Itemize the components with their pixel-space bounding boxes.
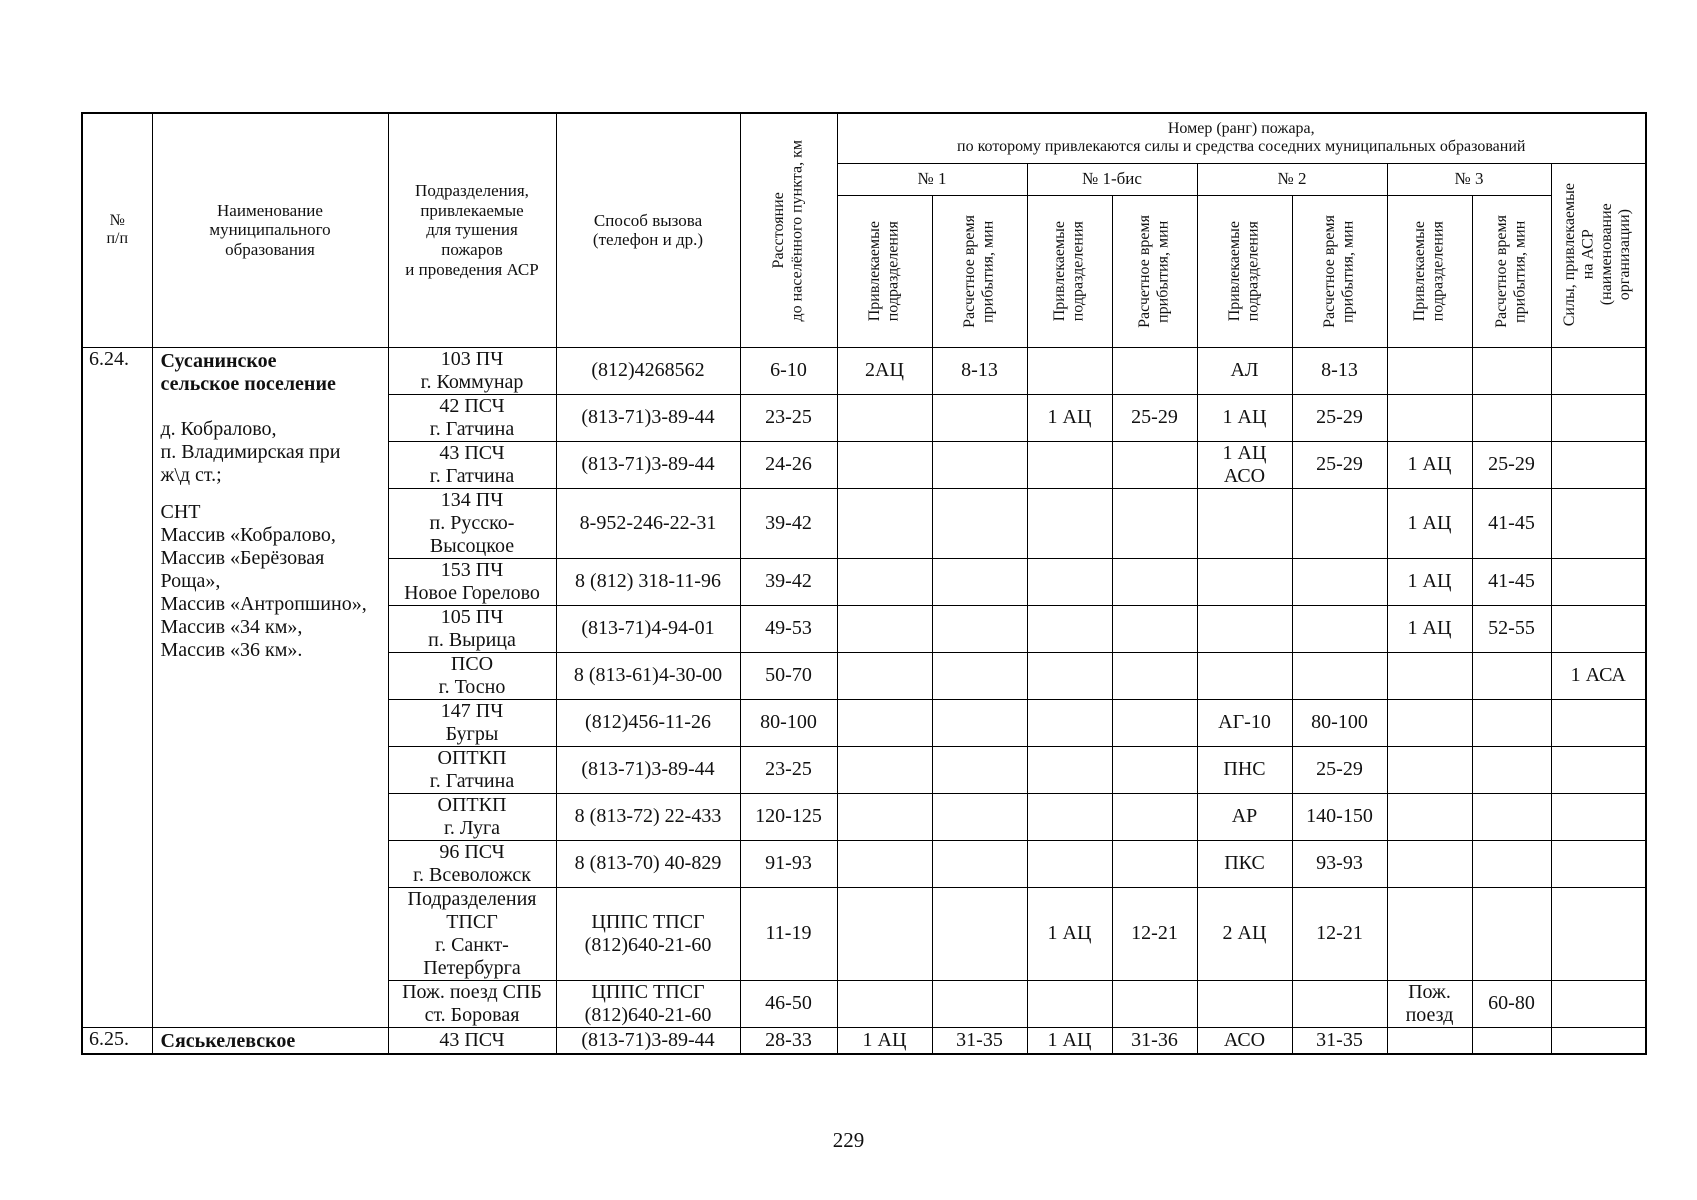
rank1-units-cell: [837, 980, 932, 1027]
asr-cell: [1551, 887, 1646, 980]
rank1-units-cell: [837, 746, 932, 793]
section-number: 6.25.: [82, 1027, 152, 1054]
unit-cell: 96 ПСЧ г. Всеволожск: [388, 840, 556, 887]
distance-cell: 6-10: [740, 347, 837, 394]
asr-cell: [1551, 699, 1646, 746]
rank2-time-cell: 25-29: [1292, 441, 1387, 488]
rank1bis-units-cell: [1027, 840, 1112, 887]
asr-cell: [1551, 840, 1646, 887]
rank1-time-cell: [932, 793, 1027, 840]
asr-cell: [1551, 746, 1646, 793]
rank1bis-time-cell: [1112, 840, 1197, 887]
rank3-time-cell: 52-55: [1472, 605, 1551, 652]
unit-cell: Пож. поезд СПБ ст. Боровая: [388, 980, 556, 1027]
municipality-name: [152, 347, 388, 1027]
rank1bis-units-cell: 1 АЦ: [1027, 887, 1112, 980]
locality-line: п. Владимирская при: [160, 440, 341, 463]
rank2-units-cell: АР: [1197, 793, 1292, 840]
rank1-units-cell: [837, 394, 932, 441]
asr-cell: [1551, 441, 1646, 488]
rank1bis-units-cell: [1027, 746, 1112, 793]
header-rank2-attracted: Привлекаемые подразделения: [1197, 195, 1292, 347]
rank2-units-cell: 1 АЦ: [1197, 394, 1292, 441]
rank3-time-cell: 25-29: [1472, 441, 1551, 488]
rank2-units-cell: АСО: [1197, 1027, 1292, 1054]
rank1-time-cell: [932, 605, 1027, 652]
rank1bis-time-cell: 31-36: [1112, 1027, 1197, 1054]
rank1-units-cell: [837, 699, 932, 746]
call-cell: (813-71)3-89-44: [556, 394, 740, 441]
rank3-time-cell: [1472, 1027, 1551, 1054]
rank2-units-cell: [1197, 605, 1292, 652]
rank3-time-cell: [1472, 746, 1551, 793]
unit-cell: ОПТКП г. Луга: [388, 793, 556, 840]
rank3-time-cell: [1472, 652, 1551, 699]
rank2-units-cell: АГ-10: [1197, 699, 1292, 746]
header-rank-1: № 1: [837, 163, 1027, 195]
rank1-time-cell: [932, 980, 1027, 1027]
municipality-name: [152, 1027, 388, 1054]
distance-cell: 28-33: [740, 1027, 837, 1054]
rank2-time-cell: 140-150: [1292, 793, 1387, 840]
rank3-units-cell: [1387, 746, 1472, 793]
call-cell: ЦППС ТПСГ (812)640-21-60: [556, 887, 740, 980]
distance-cell: 80-100: [740, 699, 837, 746]
rank2-units-cell: 2 АЦ: [1197, 887, 1292, 980]
page-number: 229: [832, 1128, 865, 1152]
rank1bis-units-cell: [1027, 652, 1112, 699]
distance-cell: 49-53: [740, 605, 837, 652]
header-rank2-time: Расчетное время прибытия, мин: [1292, 195, 1387, 347]
rank1bis-time-cell: [1112, 488, 1197, 558]
rank1bis-time-cell: [1112, 441, 1197, 488]
unit-cell: 105 ПЧ п. Вырица: [388, 605, 556, 652]
call-cell: ЦППС ТПСГ (812)640-21-60: [556, 980, 740, 1027]
rank2-units-cell: [1197, 558, 1292, 605]
distance-cell: 11-19: [740, 887, 837, 980]
rank2-time-cell: 31-35: [1292, 1027, 1387, 1054]
rank3-units-cell: Пож. поезд: [1387, 980, 1472, 1027]
unit-cell: 103 ПЧ г. Коммунар: [388, 347, 556, 394]
rank1bis-time-cell: [1112, 699, 1197, 746]
header-rank3-attracted: Привлекаемые подразделения: [1387, 195, 1472, 347]
rank2-time-cell: 25-29: [1292, 394, 1387, 441]
rank1-time-cell: [932, 441, 1027, 488]
distance-cell: 23-25: [740, 394, 837, 441]
rank3-units-cell: 1 АЦ: [1387, 441, 1472, 488]
unit-cell: ПСО г. Тосно: [388, 652, 556, 699]
rank2-time-cell: 80-100: [1292, 699, 1387, 746]
rank3-time-cell: [1472, 793, 1551, 840]
table-row: [82, 347, 1646, 394]
rank1bis-units-cell: [1027, 793, 1112, 840]
rank1-time-cell: [932, 840, 1027, 887]
call-cell: (813-71)3-89-44: [556, 746, 740, 793]
call-cell: (813-71)3-89-44: [556, 441, 740, 488]
call-cell: 8 (812) 318-11-96: [556, 558, 740, 605]
rank3-units-cell: [1387, 793, 1472, 840]
header-rank1bis-time: Расчетное время прибытия, мин: [1112, 195, 1197, 347]
rank3-units-cell: [1387, 347, 1472, 394]
rank3-time-cell: 41-45: [1472, 558, 1551, 605]
rank1-time-cell: 8-13: [932, 347, 1027, 394]
locality-line: Массив «Антропшино»,: [160, 592, 367, 615]
call-cell: 8 (813-72) 22-433: [556, 793, 740, 840]
rank1bis-time-cell: 25-29: [1112, 394, 1197, 441]
unit-cell: 42 ПСЧ г. Гатчина: [388, 394, 556, 441]
header-name: Наименование муниципального образования: [152, 113, 388, 347]
rank1-units-cell: [837, 558, 932, 605]
header-units: Подразделения, привлекаемые для тушения пожаров и проведения АСР: [388, 113, 556, 347]
unit-cell: 153 ПЧ Новое Горелово: [388, 558, 556, 605]
header-num: № п/п: [82, 113, 152, 347]
locality-line: Массив «36 км».: [160, 638, 303, 661]
header-distance: Расстояние до населённого пункта, км: [740, 113, 837, 347]
distance-cell: 46-50: [740, 980, 837, 1027]
rank3-time-cell: [1472, 347, 1551, 394]
rank2-units-cell: ПНС: [1197, 746, 1292, 793]
asr-cell: [1551, 488, 1646, 558]
section-number: 6.24.: [82, 347, 152, 1027]
unit-cell: 134 ПЧ п. Русско- Высоцкое: [388, 488, 556, 558]
locality-line: Массив «34 км»,: [160, 615, 303, 638]
distance-cell: 23-25: [740, 746, 837, 793]
rank1-units-cell: 2АЦ: [837, 347, 932, 394]
rank3-time-cell: 60-80: [1472, 980, 1551, 1027]
rank1-units-cell: [837, 488, 932, 558]
header-rank1-attracted: Привлекаемые подразделения: [837, 195, 932, 347]
rank2-time-cell: [1292, 558, 1387, 605]
rank1-units-cell: [837, 887, 932, 980]
rank3-units-cell: 1 АЦ: [1387, 558, 1472, 605]
rank2-units-cell: 1 АЦ АСО: [1197, 441, 1292, 488]
call-cell: (812)456-11-26: [556, 699, 740, 746]
header-rank-title: Номер (ранг) пожара, по которому привлекаются силы и средства соседних муниципальных образований: [837, 113, 1646, 163]
rank1-time-cell: [932, 488, 1027, 558]
unit-cell: 147 ПЧ Бугры: [388, 699, 556, 746]
rank1-time-cell: 31-35: [932, 1027, 1027, 1054]
table-row: [82, 1027, 1646, 1054]
unit-cell: 43 ПСЧ г. Гатчина: [388, 441, 556, 488]
rank2-time-cell: 93-93: [1292, 840, 1387, 887]
call-cell: 8 (813-61)4-30-00: [556, 652, 740, 699]
municipality-title: Сяськелевское: [160, 1029, 296, 1052]
rank1bis-units-cell: [1027, 605, 1112, 652]
locality-line: Массив «Кобралово,: [160, 523, 336, 546]
header-rank3-time: Расчетное время прибытия, мин: [1472, 195, 1551, 347]
rank2-units-cell: АЛ: [1197, 347, 1292, 394]
header-call: Способ вызова (телефон и др.): [556, 113, 740, 347]
rank1bis-units-cell: [1027, 347, 1112, 394]
rank2-time-cell: 8-13: [1292, 347, 1387, 394]
rank1bis-time-cell: [1112, 558, 1197, 605]
rank2-time-cell: [1292, 980, 1387, 1027]
asr-cell: [1551, 347, 1646, 394]
header-rank-3: № 3: [1387, 163, 1551, 195]
rank1-time-cell: [932, 558, 1027, 605]
rank3-units-cell: [1387, 1027, 1472, 1054]
rank2-units-cell: [1197, 980, 1292, 1027]
rank2-time-cell: [1292, 605, 1387, 652]
rank3-time-cell: [1472, 840, 1551, 887]
rank2-time-cell: 12-21: [1292, 887, 1387, 980]
unit-cell: ОПТКП г. Гатчина: [388, 746, 556, 793]
rank3-units-cell: 1 АЦ: [1387, 488, 1472, 558]
rank1-time-cell: [932, 699, 1027, 746]
rank1-time-cell: [932, 746, 1027, 793]
rank3-units-cell: 1 АЦ: [1387, 605, 1472, 652]
rank1-time-cell: [932, 887, 1027, 980]
asr-cell: [1551, 793, 1646, 840]
distance-cell: 24-26: [740, 441, 837, 488]
header-rank1-time: Расчетное время прибытия, мин: [932, 195, 1027, 347]
rank3-units-cell: [1387, 887, 1472, 980]
rank2-units-cell: [1197, 652, 1292, 699]
municipality-title: Сусанинское сельское поселение: [160, 349, 336, 395]
rank1bis-units-cell: [1027, 488, 1112, 558]
call-cell: (813-71)4-94-01: [556, 605, 740, 652]
distance-cell: 39-42: [740, 488, 837, 558]
rank1bis-time-cell: [1112, 980, 1197, 1027]
rank1bis-units-cell: 1 АЦ: [1027, 394, 1112, 441]
rank1-units-cell: [837, 793, 932, 840]
rank3-units-cell: [1387, 840, 1472, 887]
rank3-units-cell: [1387, 394, 1472, 441]
header-rank1bis-attracted: Привлекаемые подразделения: [1027, 195, 1112, 347]
rank1-units-cell: [837, 840, 932, 887]
rank1-time-cell: [932, 652, 1027, 699]
rank1bis-time-cell: [1112, 746, 1197, 793]
rank1-units-cell: [837, 605, 932, 652]
table-body: [82, 347, 1646, 1054]
distance-cell: 120-125: [740, 793, 837, 840]
rank2-time-cell: [1292, 652, 1387, 699]
call-cell: 8 (813-70) 40-829: [556, 840, 740, 887]
call-cell: 8-952-246-22-31: [556, 488, 740, 558]
rank1bis-units-cell: [1027, 699, 1112, 746]
rank3-time-cell: [1472, 887, 1551, 980]
asr-cell: [1551, 558, 1646, 605]
rank3-time-cell: 41-45: [1472, 488, 1551, 558]
call-cell: (813-71)3-89-44: [556, 1027, 740, 1054]
locality-line: СНТ: [160, 500, 201, 523]
rank3-time-cell: [1472, 394, 1551, 441]
rank3-units-cell: [1387, 652, 1472, 699]
rank1bis-units-cell: 1 АЦ: [1027, 1027, 1112, 1054]
asr-cell: [1551, 605, 1646, 652]
locality-line: Роща»,: [160, 569, 221, 592]
header-rank-2: № 2: [1197, 163, 1387, 195]
asr-cell: [1551, 980, 1646, 1027]
distance-cell: 50-70: [740, 652, 837, 699]
unit-cell: 43 ПСЧ: [388, 1027, 556, 1054]
rank3-time-cell: [1472, 699, 1551, 746]
distance-cell: 91-93: [740, 840, 837, 887]
rank1bis-time-cell: 12-21: [1112, 887, 1197, 980]
asr-cell: [1551, 1027, 1646, 1054]
fire-forces-table: [81, 112, 1647, 1055]
rank1bis-units-cell: [1027, 980, 1112, 1027]
rank1-units-cell: 1 АЦ: [837, 1027, 932, 1054]
locality-line: Массив «Берёзовая: [160, 546, 325, 569]
rank1bis-units-cell: [1027, 558, 1112, 605]
rank1bis-time-cell: [1112, 793, 1197, 840]
rank2-units-cell: ПКС: [1197, 840, 1292, 887]
asr-cell: [1551, 394, 1646, 441]
locality-line: ж\д ст.;: [160, 463, 222, 486]
header-asr: Силы, привлекаемые на АСР (наименование организации): [1551, 163, 1646, 347]
locality-line: д. Кобралово,: [160, 417, 277, 440]
rank3-units-cell: [1387, 699, 1472, 746]
rank2-time-cell: [1292, 488, 1387, 558]
rank1-time-cell: [932, 394, 1027, 441]
rank2-time-cell: 25-29: [1292, 746, 1387, 793]
rank2-units-cell: [1197, 488, 1292, 558]
rank1bis-time-cell: [1112, 605, 1197, 652]
rank1bis-time-cell: [1112, 652, 1197, 699]
rank1bis-units-cell: [1027, 441, 1112, 488]
unit-cell: Подразделения ТПСГ г. Санкт- Петербурга: [388, 887, 556, 980]
call-cell: (812)4268562: [556, 347, 740, 394]
rank1-units-cell: [837, 441, 932, 488]
rank1-units-cell: [837, 652, 932, 699]
distance-cell: 39-42: [740, 558, 837, 605]
asr-cell: 1 АСА: [1551, 652, 1646, 699]
rank1bis-time-cell: [1112, 347, 1197, 394]
header-rank-1-bis: № 1-бис: [1027, 163, 1197, 195]
